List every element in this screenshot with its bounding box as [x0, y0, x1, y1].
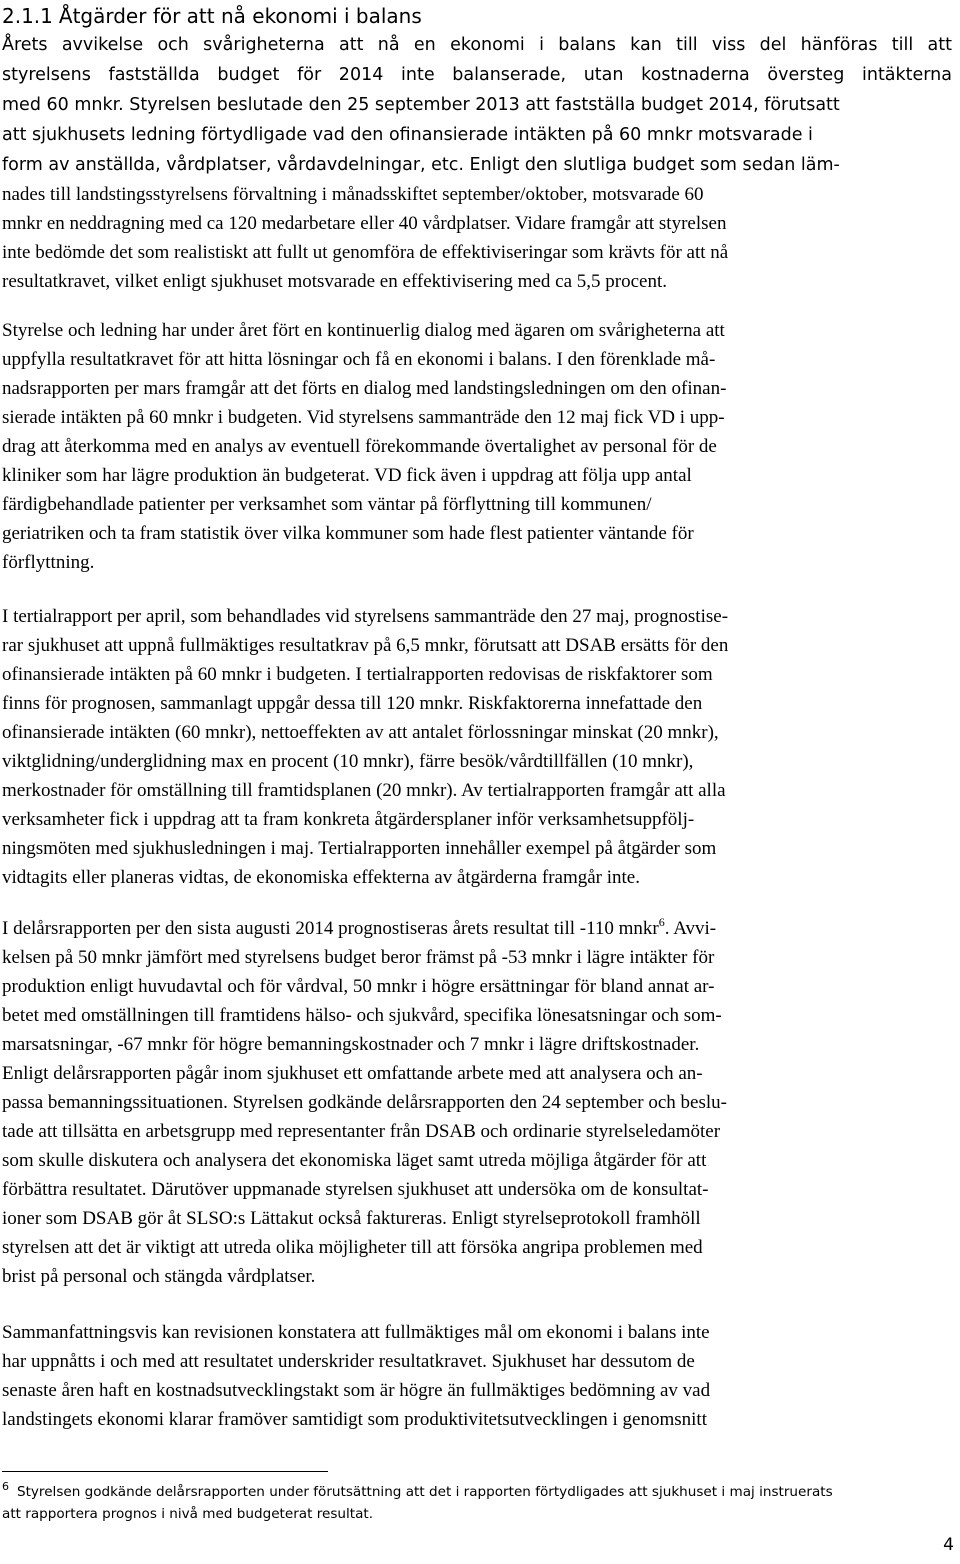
text-line: vidtagits eller planeras vidtas, de ekonomiska effekterna av åtgärderna framgår inte.	[2, 867, 640, 888]
text-line: produktion enligt huvudavtal och för vårdval, 50 mnkr i högre ersättningar för bland annat ar-	[2, 976, 715, 997]
text-line: kelsen på 50 mnkr jämfört med styrelsens budget beror främst på -53 mnkr i lägre intäkter för	[2, 947, 715, 968]
paragraph-5	[2, 1318, 952, 1434]
text-line	[2, 120, 952, 150]
text-line: finns för prognosen, sammanlagt uppgår dessa till 120 mnkr. Riskfaktorerna innefattade den	[2, 693, 703, 714]
text-line: merkostnader för omställning till framtidsplanen (20 mnkr). Av tertialrapporten framgår att alla	[2, 780, 726, 801]
footnote-reference: 6	[658, 915, 665, 929]
section-number: 2.1.1	[2, 4, 53, 28]
text-line-content: . Avvi-	[664, 918, 717, 939]
text-line: förflyttning.	[2, 552, 95, 573]
text-line: som skulle diskutera och analysera det ekonomiska läget samt utreda möjliga åtgärder för att	[2, 1150, 707, 1171]
text-line	[2, 90, 952, 120]
text-line-content: nades till landstingsstyrelsens förvaltning i månadsskiftet september/oktober, motsvarade 60	[2, 184, 704, 205]
text-line: ofinansierade intäkten (60 mnkr), nettoeffekten av att antalet förlossningar minskat (20 mnkr),	[2, 722, 719, 743]
text-line: marsatsningar, -67 mnkr för högre bemanningskostnader och 7 mnkr i lägre driftskostnader.	[2, 1034, 700, 1055]
text-line: Enligt delårsrapporten pågår inom sjukhuset ett omfattande arbete med att analysera och an-	[2, 1063, 703, 1084]
paragraph-1	[2, 30, 952, 296]
text-line	[2, 914, 952, 943]
text-line: verksamheter fick i uppdrag att ta fram konkreta åtgärdersplaner inför verksamhetsuppfölj-	[2, 809, 695, 830]
footnote-text: Styrelsen godkände delårsrapporten under förutsättning att det i rapporten förtydligades att sjukhuset i maj instruerats	[16, 1484, 833, 1500]
text-line: ningsmöten med sjukhusledningen i maj. Tertialrapporten innehåller exempel på åtgärder som	[2, 838, 717, 859]
text-line	[2, 238, 952, 267]
page-number: 4	[943, 1535, 954, 1555]
footnote-number: 6	[2, 1480, 9, 1493]
section-title: Åtgärder för att nå ekonomi i balans	[58, 4, 422, 28]
text-line: viktglidning/underglidning max en procent (10 mnkr), färre besök/vårdtillfällen (10 mnkr),	[2, 751, 694, 772]
text-line: sierade intäkten på 60 mnkr i budgeten. Vid styrelsens sammanträde den 12 maj fick VD i upp-	[2, 407, 725, 428]
text-line	[2, 30, 952, 60]
text-line: brist på personal och stängda vårdplatser.	[2, 1266, 316, 1287]
text-line-content: Årets avvikelse och svårigheterna att nå en ekonomi i balans kan till viss del hänföras till att	[2, 35, 952, 55]
text-line: ofinansierade intäkten på 60 mnkr i budgeten. I tertialrapporten redovisas de riskfaktorer som	[2, 664, 713, 685]
text-line	[2, 60, 952, 90]
paragraph-2	[2, 316, 952, 577]
text-line: nadsrapporten per mars framgår att det förts en dialog med landstingsledningen om den ofinan-	[2, 378, 727, 399]
text-line: Styrelse och ledning har under året fört en kontinuerlig dialog med ägaren om svårigheterna att	[2, 320, 725, 341]
footnote-separator	[2, 1471, 328, 1472]
text-line: I tertialrapport per april, som behandlades vid styrelsens sammanträde den 27 maj, prognostise-	[2, 606, 729, 627]
text-line: senaste åren haft en kostnadsutvecklingstakt som är högre än fullmäktiges bedömning av vad	[2, 1380, 711, 1401]
text-line-content: resultatkravet, vilket enligt sjukhuset motsvarade en effektivisering med ca 5,5 procent.	[2, 271, 667, 292]
text-line: drag att återkomma med en analys av eventuell förekommande övertalighet av personal för de	[2, 436, 717, 457]
text-line-content: mnkr en neddragning med ca 120 medarbetare eller 40 vårdplatser. Vidare framgår att styrelsen	[2, 213, 727, 234]
text-line: Sammanfattningsvis kan revisionen konstatera att fullmäktiges mål om ekonomi i balans inte	[2, 1322, 710, 1343]
text-line: förbättra resultatet. Därutöver uppmanade styrelsen sjukhuset att undersöka om de konsultat-	[2, 1179, 709, 1200]
text-line	[2, 180, 952, 209]
text-line: betet med omställningen till framtidens hälso- och sjukvård, specifika lönesatsningar och som-	[2, 1005, 722, 1026]
text-line-content: med 60 mnkr. Styrelsen beslutade den 25 september 2013 att fastställa budget 2014, förutsatt	[2, 95, 840, 115]
footnote	[2, 1481, 958, 1525]
text-line-content: form av anställda, vårdplatser, vårdavdelningar, etc. Enligt den slutliga budget som sedan läm-	[2, 155, 840, 175]
text-line	[2, 267, 952, 296]
text-line: kliniker som har lägre produktion än budgeterat. VD fick även i uppdrag att följa upp antal	[2, 465, 692, 486]
text-line: geriatriken och ta fram statistik över vilka kommuner som hade flest patienter väntande för	[2, 523, 694, 544]
text-line	[2, 209, 952, 238]
text-line: tade att tillsätta en arbetsgrupp med representanter från DSAB och ordinarie styrelseledamöter	[2, 1121, 721, 1142]
text-line	[2, 150, 952, 180]
text-line-content: inte bedömde det som realistiskt att fullt ut genomföra de effektiviseringar som krävts för att nå	[2, 242, 729, 263]
text-line: ioner som DSAB gör åt SLSO:s Lättakut också faktureras. Enligt styrelseprotokoll framhöll	[2, 1208, 701, 1229]
text-line-content: styrelsens fastställda budget för 2014 inte balanserade, utan kostnaderna översteg intäkterna	[2, 65, 952, 85]
paragraph-3	[2, 602, 952, 892]
text-line: uppfylla resultatkravet för att hitta lösningar och få en ekonomi i balans. I den förenklade må-	[2, 349, 716, 370]
section-heading	[2, 2, 422, 30]
text-line: landstingets ekonomi klarar framöver samtidigt som produktivitetsutvecklingen i genomsnitt	[2, 1409, 707, 1430]
text-line: färdigbehandlade patienter per verksamhet som väntar på förflyttning till kommunen/	[2, 494, 652, 515]
footnote-line: att rapportera prognos i nivå med budgeterat resultat.	[2, 1506, 374, 1522]
text-line: har uppnåtts i och med att resultatet underskrider resultatkravet. Sjukhuset har dessutom de	[2, 1351, 695, 1372]
footnote-line	[2, 1481, 956, 1503]
text-line: passa bemanningssituationen. Styrelsen godkände delårsrapporten den 24 september och beslu-	[2, 1092, 727, 1113]
text-line: rar sjukhuset att uppnå fullmäktiges resultatkrav på 6,5 mnkr, förutsatt att DSAB ersätts för den	[2, 635, 729, 656]
text-line-content: I delårsrapporten per den sista augusti 2014 prognostiseras årets resultat till -110 mnkr	[2, 918, 659, 939]
paragraph-4	[2, 914, 952, 1291]
text-line-content: att sjukhusets ledning förtydligade vad den ofinansierade intäkten på 60 mnkr motsvarade i	[2, 125, 813, 145]
text-line: styrelsen att det är viktigt att utreda olika möjligheter till att försöka angripa problemen med	[2, 1237, 703, 1258]
